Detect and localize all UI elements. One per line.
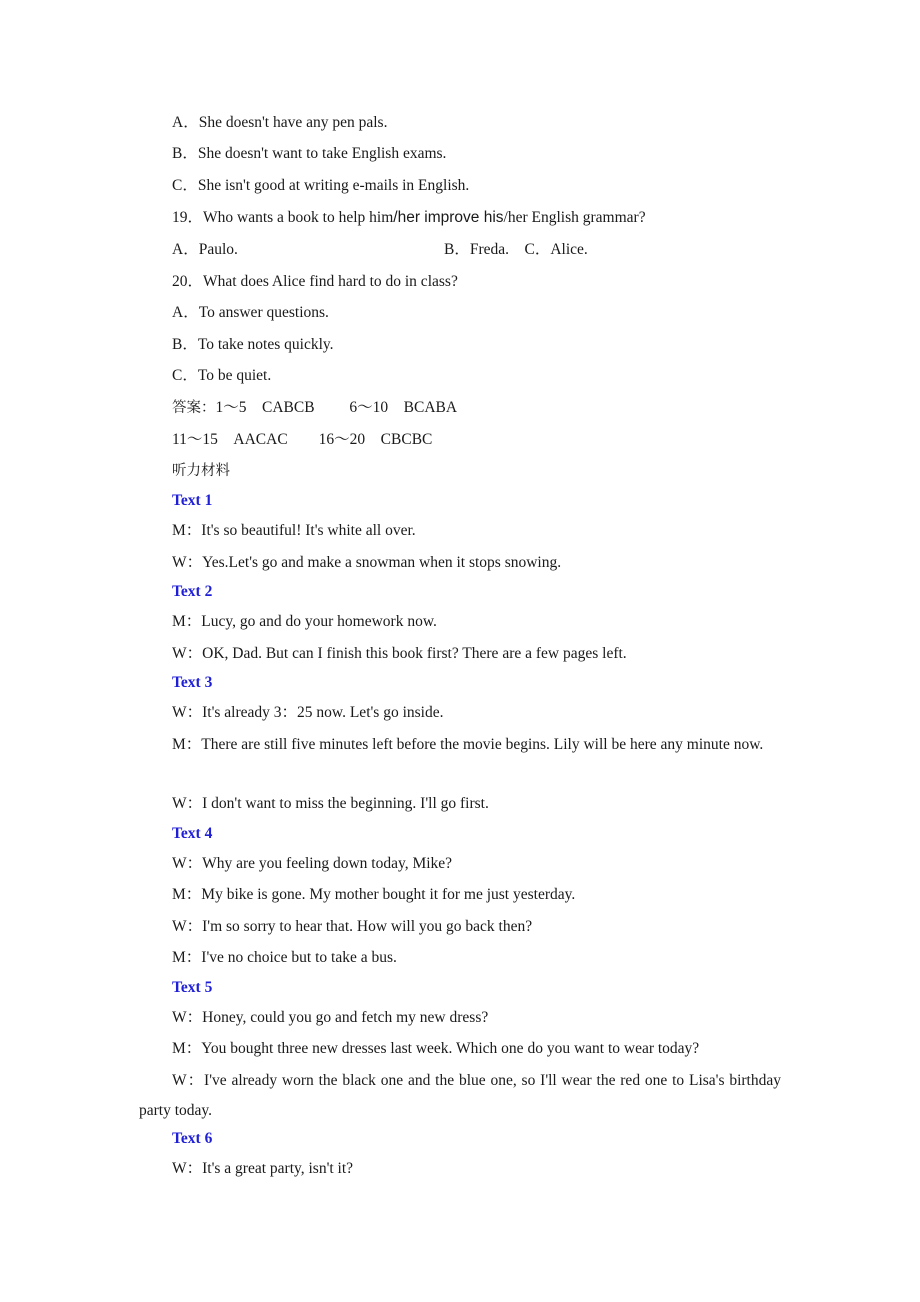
text5-heading: Text 5 [172,979,213,996]
q20-option-b: B．To take notes quickly. [172,336,334,353]
question-19 [172,208,646,228]
answer-key-line-2: 11～15 AACAC 16～20 CBCBC [172,431,433,448]
answer-range-1: 1～5 CABCB 6～10 BCABA [215,399,458,416]
text5-line-2: M：You bought three new dresses last week. Which one do you want to wear today? [172,1040,700,1057]
q19-option-bc: B．Freda. C．Alice. [444,241,588,258]
text6-heading: Text 6 [172,1130,213,1147]
q20-option-a: A．To answer questions. [172,304,329,321]
text4-line-1: W：Why are you feeling down today, Mike? [172,855,453,872]
answer-label: 答案： [172,400,216,416]
text4-heading: Text 4 [172,825,213,842]
text3-line-1: W：It's already 3：25 now. Let's go inside. [172,704,444,721]
transcript-title: 听力材料 [172,463,230,479]
text1-heading: Text 1 [172,492,213,509]
text5-line-1: W：Honey, could you go and fetch my new dress? [172,1009,489,1026]
question-20: 20．What does Alice find hard to do in class? [172,273,458,290]
q20-option-c: C．To be quiet. [172,367,272,384]
q19-option-a: A．Paulo. [172,241,238,258]
q18-option-a: A．She doesn't have any pen pals. [172,114,388,131]
text4-line-4: M：I've no choice but to take a bus. [172,949,397,966]
text2-heading: Text 2 [172,583,213,600]
q19-text-end: /her English grammar? [503,209,646,226]
q19-text-start: 19．Who wants a book to help him [172,209,394,226]
q18-option-c: C．She isn't good at writing e-mails in English. [172,177,470,194]
answer-key-line-1 [172,398,457,418]
text3-heading: Text 3 [172,674,213,691]
text4-line-2: M：My bike is gone. My mother bought it for me just yesterday. [172,886,576,903]
text3-line-2: M：There are still five minutes left before the movie begins. Lily will be here any minute now. [172,736,764,753]
text2-line-2: W：OK, Dad. But can I finish this book first? There are a few pages left. [172,645,627,662]
text2-line-1: M：Lucy, go and do your homework now. [172,613,437,630]
text4-line-3: W：I'm so sorry to hear that. How will you go back then? [172,918,533,935]
text6-line-1: W：It's a great party, isn't it? [172,1160,354,1177]
text3-line-3: W：I don't want to miss the beginning. I'll go first. [172,795,489,812]
text1-line-1: M：It's so beautiful! It's white all over. [172,522,416,539]
text1-line-2: W：Yes.Let's go and make a snowman when it stops snowing. [172,554,562,571]
q18-option-b: B．She doesn't want to take English exams. [172,145,447,162]
text5-line-3: W：I've already worn the black one and the blue one, so I'll wear the red one to Lisa's birthday party today. [139,1072,781,1119]
q19-text-mid: /her improve his [393,209,504,226]
